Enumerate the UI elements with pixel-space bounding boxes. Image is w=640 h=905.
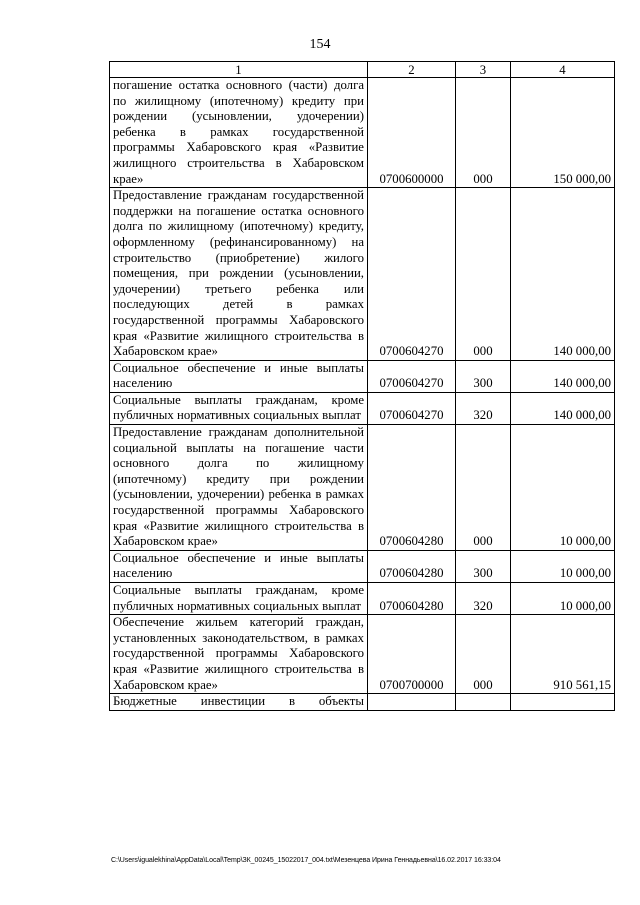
row-kind: 300 xyxy=(456,550,511,582)
row-amount: 910 561,15 xyxy=(511,615,615,694)
row-kind: 000 xyxy=(456,615,511,694)
table-row xyxy=(110,392,615,424)
table-row xyxy=(110,360,615,392)
table-row xyxy=(110,425,615,551)
row-amount: 140 000,00 xyxy=(511,188,615,361)
row-amount: 10 000,00 xyxy=(511,425,615,551)
row-amount xyxy=(511,694,615,711)
row-kind: 000 xyxy=(456,78,511,188)
header-col-1: 1 xyxy=(110,62,368,78)
row-kind: 000 xyxy=(456,188,511,361)
row-amount: 10 000,00 xyxy=(511,550,615,582)
table-row xyxy=(110,615,615,694)
row-description: Предоставление гражданам дополнительной социальной выплаты на погашение части основного долга по жилищному (ипотечному) кредиту при рождении (усыновлении, удочерении) ребенка в рамках государственной программы Хабаровского края «Развитие жилищного строительства в Хабаровском крае» xyxy=(110,425,368,551)
row-kind: 000 xyxy=(456,425,511,551)
file-path-footer: C:\Users\igualekhina\AppData\Local\Temp\ЗК_00245_15022017_004.txt\Мезенцева Ирина Геннадьевна\16.02.2017 16:33:04 xyxy=(111,857,501,864)
header-col-4: 4 xyxy=(511,62,615,78)
row-code: 0700700000 xyxy=(368,615,456,694)
table-row xyxy=(110,78,615,188)
row-description: погашение остатка основного (части) долга по жилищному (ипотечному) кредиту при рождении (усыновлении, удочерении) ребенка в рамках государственной программы Хабаровского края «Развитие жилищного строительства в Хабаровском крае» xyxy=(110,78,368,188)
row-description: Предоставление гражданам государственной поддержки на погашение остатка основного долга по жилищному (ипотечному) кредиту, оформленному (рефинансированному) на строительство (приобретение) жилого помещения, при рождении (усыновлении, удочерении) третьего ребенка или последующих детей в рамках государственной программы Хабаровского края «Развитие жилищного строительства в Хабаровском крае» xyxy=(110,188,368,361)
row-kind: 320 xyxy=(456,583,511,615)
header-col-2: 2 xyxy=(368,62,456,78)
budget-table xyxy=(109,61,615,711)
header-col-3: 3 xyxy=(456,62,511,78)
row-description: Бюджетные инвестиции в объекты xyxy=(110,694,368,711)
row-description: Социальные выплаты гражданам, кроме публичных нормативных социальных выплат xyxy=(110,583,368,615)
row-code: 0700600000 xyxy=(368,78,456,188)
row-kind xyxy=(456,694,511,711)
table-row xyxy=(110,583,615,615)
row-amount: 140 000,00 xyxy=(511,392,615,424)
table-row xyxy=(110,694,615,711)
table-row xyxy=(110,550,615,582)
table-row xyxy=(110,188,615,361)
row-code: 0700604280 xyxy=(368,583,456,615)
table-header-row xyxy=(110,62,615,78)
row-kind: 300 xyxy=(456,360,511,392)
row-description: Социальные выплаты гражданам, кроме публичных нормативных социальных выплат xyxy=(110,392,368,424)
row-code: 0700604280 xyxy=(368,425,456,551)
row-code: 0700604280 xyxy=(368,550,456,582)
row-description: Обеспечение жильем категорий граждан, установленных законодательством, в рамках государственной программы Хабаровского края «Развитие жилищного строительства в Хабаровском крае» xyxy=(110,615,368,694)
row-amount: 10 000,00 xyxy=(511,583,615,615)
row-code xyxy=(368,694,456,711)
row-code: 0700604270 xyxy=(368,188,456,361)
row-amount: 140 000,00 xyxy=(511,360,615,392)
row-code: 0700604270 xyxy=(368,392,456,424)
row-amount: 150 000,00 xyxy=(511,78,615,188)
row-code: 0700604270 xyxy=(368,360,456,392)
page-number: 154 xyxy=(309,37,331,52)
row-kind: 320 xyxy=(456,392,511,424)
row-description: Социальное обеспечение и иные выплаты населению xyxy=(110,360,368,392)
row-description: Социальное обеспечение и иные выплаты населению xyxy=(110,550,368,582)
